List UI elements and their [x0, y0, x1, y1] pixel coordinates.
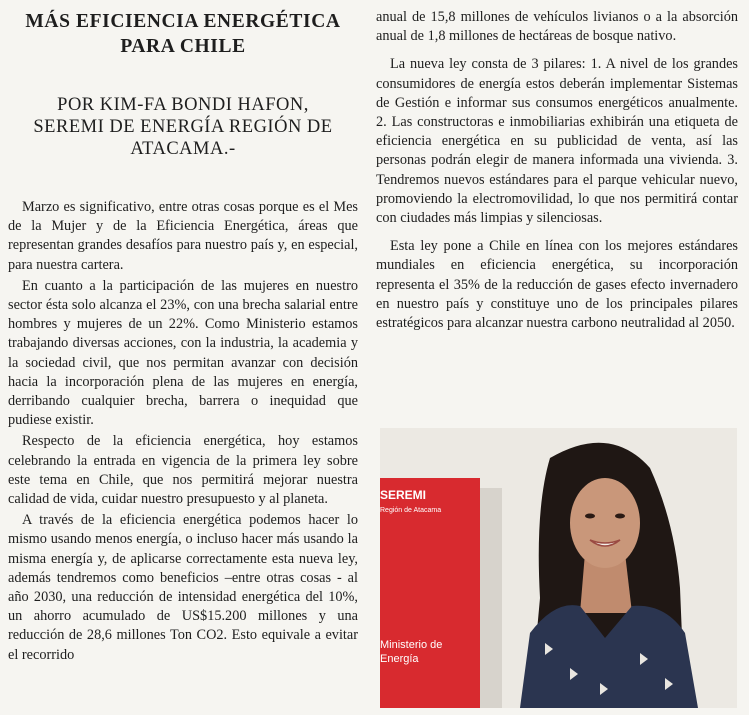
- author-photo: [380, 428, 737, 708]
- right-body: [376, 8, 738, 333]
- byline-line-3: ATACAMA.-: [130, 139, 236, 159]
- left-column: [8, 0, 358, 665]
- paragraph: Marzo es significativo, entre otras cosas porque es el Mes de la Mujer y de la Eficiencia Energética, áreas que representan grandes desafíos para nuestro país y, en especial, para nuestra cartera.: [8, 199, 358, 273]
- sign-ministry-line-2: Energía: [380, 653, 419, 665]
- sign-ministry-line-1: Ministerio de: [380, 639, 443, 651]
- article-title: [8, 9, 358, 59]
- paragraph: anual de 15,8 millones de vehículos livianos o a la absorción anual de 1,8 millones de hectáreas de bosque nativo.: [376, 9, 738, 45]
- sign-region-text: Región de Atacama: [380, 507, 442, 514]
- right-column: [376, 0, 738, 333]
- article-byline: [8, 94, 358, 160]
- paragraph: En cuanto a la participación de las mujeres en nuestro sector ésta solo alcanza el 23%, con una brecha salarial entre hombres y mujeres de un 22%. Como Ministerio estamos trabajando diversas acciones, con la industria, la academia y la sociedad civil, que nos permitan avanzar con decisión hacia la incorporación plena de las mujeres en energía, derribando cualquier brecha, barrera o inequidad que pudiese existir.: [8, 277, 358, 429]
- title-line-2: PARA CHILE: [120, 36, 246, 57]
- byline-line-2: SEREMI DE ENERGÍA REGIÓN DE: [33, 117, 333, 137]
- title-line-1: MÁS EFICIENCIA ENERGÉTICA: [25, 11, 341, 32]
- left-eye: [585, 514, 595, 519]
- face-shape: [570, 478, 640, 568]
- right-eye: [615, 514, 625, 519]
- woman-portrait-illustration: [380, 428, 737, 708]
- paragraph: A través de la eficiencia energética podemos hacer lo mismo usando menos energía, o incluso hacer más usando la misma energía y, de aplicarse correctamente esta nueva ley, además tendremos como beneficios –entre otras cosas - al año 2030, una reducción de intensidad energética del 10%, un ahorro acumulado de US$15.200 millones y una reducción de 28,6 millones Ton CO2. Esto equivale a evitar el recorrido: [8, 512, 358, 663]
- paragraph: Respecto de la eficiencia energética, hoy estamos celebrando la entrada en vigencia de la primera ley sobre este tema en Chile, que nos permitirá mejorar nuestra calidad de vida, cuidar nuestro presupuesto y al planeta.: [8, 433, 358, 508]
- byline-line-1: POR KIM-FA BONDI HAFON,: [57, 95, 309, 115]
- paragraph: Esta ley pone a Chile en línea con los mejores estándares mundiales en eficiencia energética, su incorporación representa el 35% de la reducción de gases efecto invernadero en nuestro país y constituye uno de los principales pilares estratégicos para alcanzar nuestra carbono neutralidad al 2050.: [376, 238, 738, 332]
- sign-seremi-text: SEREMI: [380, 488, 427, 502]
- left-body: [8, 198, 358, 665]
- paragraph: La nueva ley consta de 3 pilares: 1. A nivel de los grandes consumidores de energía estos deberán implementar Sistemas de Gestión e informar sus consumos energéticos anualmente. 2. Las constructoras e inmobiliarias exhibirán una etiqueta de eficiencia energética en su publicidad de venta, así las personas podrán elegir de manera informada una vivienda. 3. Tendremos nuevos estándares para el parque vehicular nuevo, promoviendo la electromovilidad, lo que nos permitirá contar con ciudades más limpias y silenciosas.: [376, 56, 738, 227]
